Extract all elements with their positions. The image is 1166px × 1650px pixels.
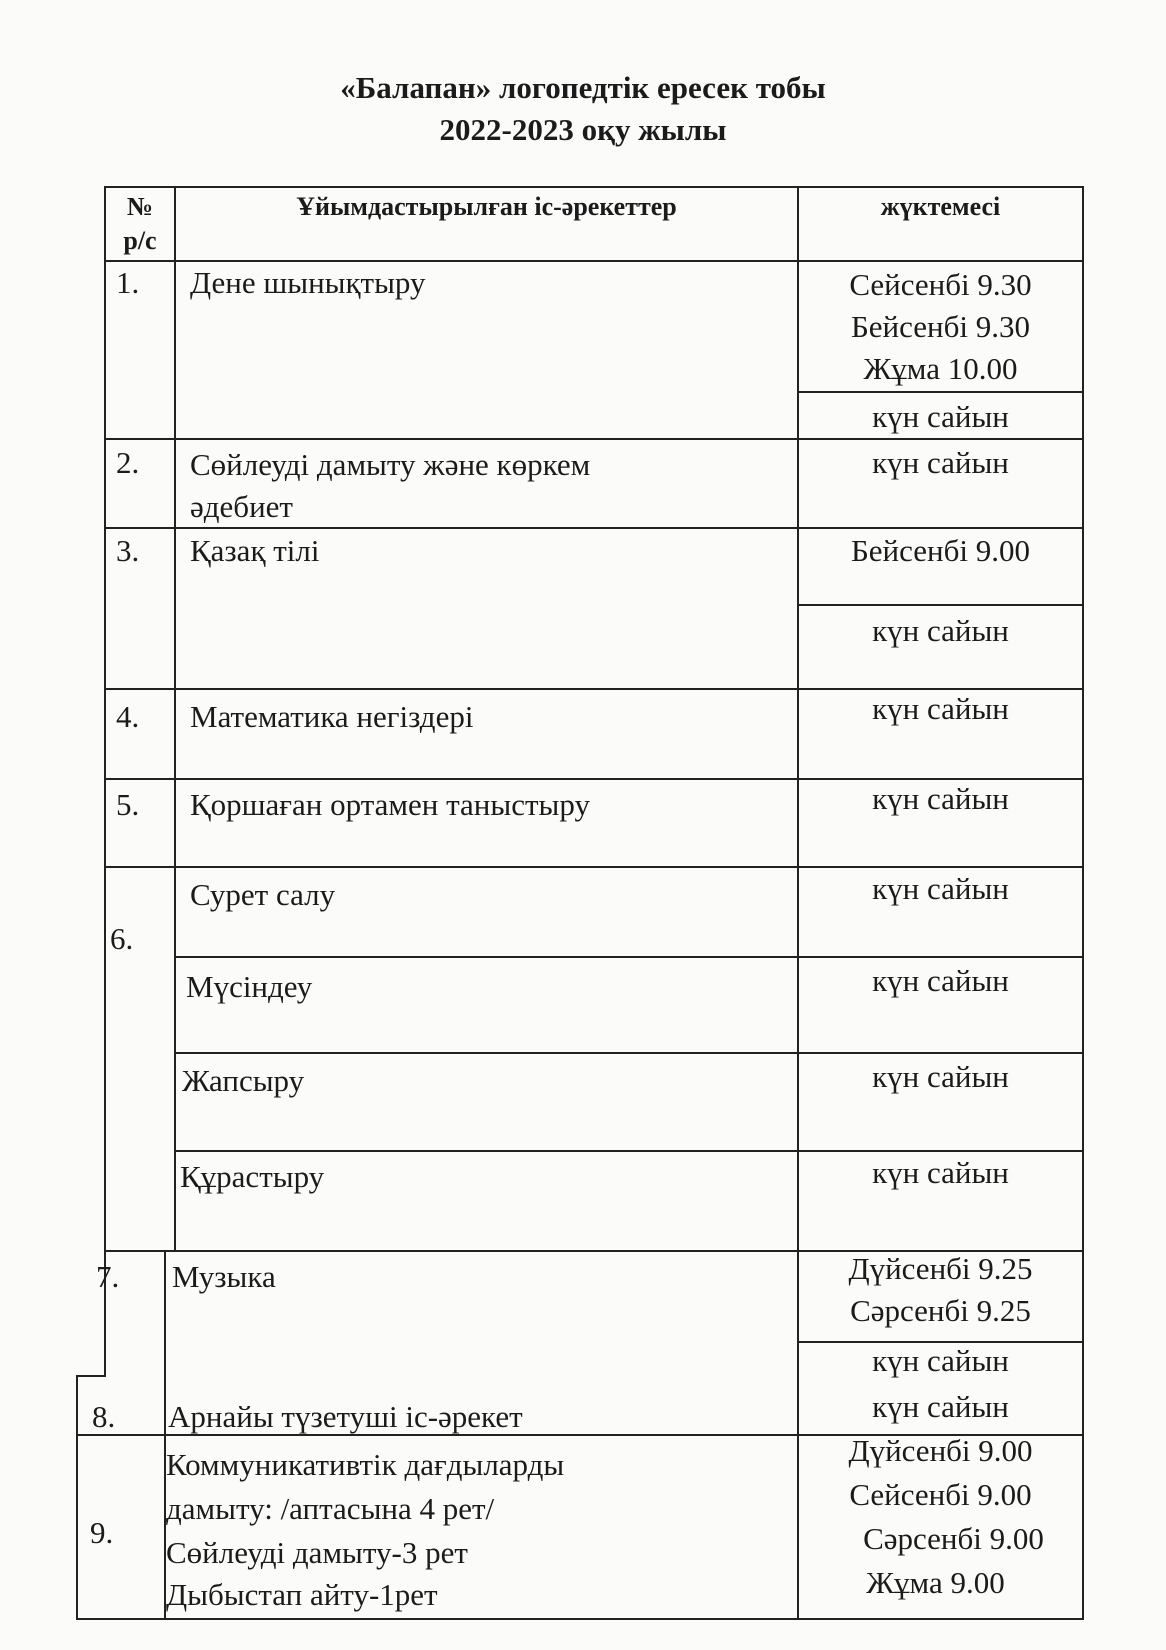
table-border-right [1082, 186, 1084, 1620]
activity-name: Математика негіздері [190, 699, 474, 734]
schedule-entry: Бейсенбі 9.30 [850, 309, 1031, 344]
daily-frequency: күн сайын [872, 781, 1009, 816]
daily-frequency: күн сайын [872, 613, 1009, 648]
activity-name-cont: әдебиет [190, 489, 293, 524]
activity-name-cont: Сөйлеуді дамыту-3 рет [166, 1535, 468, 1570]
school-year: 2022-2023 оқу жылы [439, 112, 727, 147]
table-border-top [104, 186, 1084, 188]
daily-frequency: күн сайын [872, 1155, 1009, 1190]
row-number: 2. [116, 445, 140, 480]
daily-frequency: күн сайын [872, 1059, 1009, 1094]
row-number: 6. [110, 921, 134, 956]
row-number: 7. [96, 1259, 120, 1294]
row-line-6b [174, 1052, 1084, 1054]
daily-frequency: күн сайын [872, 1389, 1009, 1424]
schedule-entry: Сәрсенбі 9.25 [850, 1293, 1031, 1328]
activity-name: Дене шынықтыру [190, 265, 426, 300]
table-border-step [76, 1375, 106, 1377]
row-line-3-sub [797, 604, 1084, 606]
table-border-left-lower [76, 1375, 78, 1619]
header-num-label: р/с [123, 226, 157, 255]
table-border-bottom [76, 1618, 1084, 1620]
document-title: «Балапан» логопедтік ересек тобы [340, 70, 826, 105]
daily-frequency: күн сайын [872, 691, 1009, 726]
daily-frequency: күн сайын [872, 399, 1009, 434]
table-border-left [104, 186, 106, 1376]
schedule-entry: Дүйсенбі 9.00 [848, 1433, 1033, 1468]
row-number: 3. [116, 533, 140, 568]
schedule-entry: Сейсенбі 9.30 [849, 267, 1032, 302]
row-line-1 [104, 438, 1084, 440]
daily-frequency: күн сайын [872, 963, 1009, 998]
daily-frequency: күн сайын [872, 871, 1009, 906]
activity-name: Мүсіндеу [186, 969, 313, 1004]
activity-name: Қоршаған ортамен таныстыру [190, 787, 590, 822]
row-number: 5. [116, 787, 140, 822]
activity-name: Сурет салу [190, 877, 336, 912]
col-divider-1 [174, 186, 176, 1252]
schedule-entry: Дүйсенбі 9.25 [848, 1251, 1033, 1286]
daily-frequency: күн сайын [872, 445, 1009, 480]
row-number: 9. [90, 1515, 114, 1550]
header-num-symbol: № [126, 192, 154, 221]
schedule-entry: Сәрсенбі 9.00 [863, 1521, 1044, 1556]
row-number: 4. [116, 699, 140, 734]
row-number: 8. [92, 1399, 116, 1434]
activity-name-cont: дамыту: /аптасына 4 рет/ [166, 1491, 495, 1526]
header-load: жүктемесі [880, 192, 1001, 221]
activity-name: Қазақ тілі [190, 533, 320, 568]
activity-name: Коммуникативтік дағдыларды [166, 1447, 565, 1482]
activity-name: Музыка [172, 1259, 276, 1294]
schedule-entry: Жұма 10.00 [863, 351, 1018, 386]
activity-name-cont: Дыбыстап айту-1рет [166, 1577, 438, 1612]
schedule-entry: Сейсенбі 9.00 [849, 1477, 1032, 1512]
activity-name: Жапсыру [182, 1063, 305, 1098]
row-number: 1. [116, 265, 140, 300]
row-line-6a [174, 956, 1084, 958]
header-activity: Ұйымдастырылған іс-әрекеттер [296, 192, 677, 221]
activity-name: Арнайы түзетуші іс-әрекет [168, 1399, 523, 1434]
daily-frequency: күн сайын [872, 1343, 1009, 1378]
activity-name: Сөйлеуді дамыту және көркем [190, 447, 591, 482]
schedule-entry: Бейсенбі 9.00 [850, 533, 1031, 568]
schedule-entry: Жұма 9.00 [866, 1565, 1005, 1600]
row-line-1-sub [797, 391, 1084, 393]
activity-name: Құрастыру [180, 1159, 325, 1194]
